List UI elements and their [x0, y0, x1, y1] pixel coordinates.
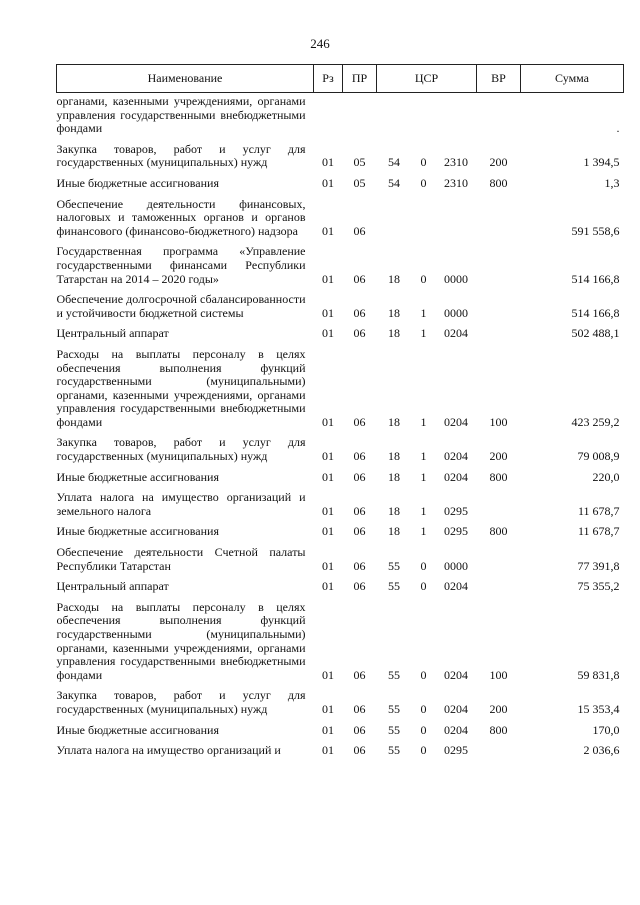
row-vr	[477, 198, 521, 239]
row-csr-subprogram	[412, 93, 436, 136]
table-row	[57, 491, 624, 518]
row-csr-program	[377, 198, 412, 239]
row-vr: 200	[489, 155, 508, 170]
row-csr-direction: 0204	[444, 579, 468, 594]
row-name: Иные бюджетные ассигнования	[56, 175, 219, 190]
table-row	[57, 198, 624, 239]
table-row	[57, 245, 624, 286]
row-csr-subprogram: 1	[420, 524, 427, 539]
row-pr: 06	[353, 558, 366, 573]
row-pr: 05	[353, 175, 366, 190]
row-rz: 01	[322, 271, 334, 286]
row-pr: 06	[353, 223, 366, 238]
table-row	[57, 93, 624, 136]
row-csr-direction: 0000	[444, 558, 468, 573]
row-rz: 01	[322, 524, 334, 539]
table-row	[57, 327, 624, 341]
header-name: Наименование	[57, 65, 314, 93]
row-csr-direction: 0204	[444, 326, 468, 341]
row-csr-direction: 0000	[444, 271, 468, 286]
row-pr: 06	[353, 326, 366, 341]
row-sum: 591 558,6	[571, 223, 620, 238]
row-pr: 06	[353, 449, 366, 464]
table-row	[57, 724, 624, 738]
row-name: Обеспечение деятельности финансовых, налоговых и таможенных органов и органов финансового (финансово-бюджетного) надзора	[56, 196, 306, 238]
row-vr: 200	[489, 449, 508, 464]
row-pr: 06	[353, 305, 366, 320]
table-row	[57, 143, 624, 170]
table-header-row	[57, 65, 624, 93]
row-sum: 75 355,2	[577, 579, 620, 594]
row-csr-subprogram: 1	[420, 305, 427, 320]
row-csr-program: 18	[388, 326, 400, 341]
row-sum: 59 831,8	[577, 667, 620, 682]
row-name: Иные бюджетные ассигнования	[56, 469, 219, 484]
row-vr: 100	[489, 667, 508, 682]
row-vr	[477, 744, 521, 758]
row-pr	[343, 93, 377, 136]
table-row	[57, 525, 624, 539]
header-csr: ЦСР	[377, 65, 477, 93]
row-sum: 220,0	[592, 469, 620, 484]
row-sum: 11 678,7	[577, 503, 620, 518]
row-vr: 200	[489, 701, 508, 716]
row-vr	[477, 327, 521, 341]
row-name: Уплата налога на имущество организаций и земельного налога	[56, 490, 306, 518]
row-rz: 01	[322, 223, 334, 238]
row-sum: 1,3	[604, 175, 620, 190]
row-csr-direction: 2310	[444, 155, 468, 170]
row-csr-direction: 0000	[444, 305, 468, 320]
row-csr-program: 18	[388, 503, 400, 518]
row-rz: 01	[322, 175, 334, 190]
row-vr: 800	[489, 524, 508, 539]
row-csr-subprogram: 1	[420, 469, 427, 484]
row-rz: 01	[322, 558, 334, 573]
row-sum: 514 166,8	[571, 271, 620, 286]
row-rz: 01	[322, 667, 334, 682]
table-body	[57, 93, 624, 758]
row-csr-subprogram: 0	[420, 722, 427, 737]
row-pr: 06	[353, 722, 366, 737]
table-row	[57, 293, 624, 320]
row-csr-program: 18	[388, 414, 400, 429]
row-name: Иные бюджетные ассигнования	[56, 524, 219, 539]
row-csr-direction: 0204	[444, 449, 468, 464]
row-vr	[477, 93, 521, 136]
row-csr-program: 54	[388, 175, 400, 190]
row-name: Обеспечение деятельности Счетной палаты Республики Татарстан	[56, 545, 306, 573]
row-sum: 77 391,8	[577, 558, 620, 573]
row-csr-subprogram: 1	[420, 503, 427, 518]
header-rz: Рз	[314, 65, 343, 93]
table-row	[57, 580, 624, 594]
row-name: Центральный аппарат	[56, 579, 169, 594]
row-vr: 100	[489, 414, 508, 429]
row-sum: 79 008,9	[577, 449, 620, 464]
table-row	[57, 601, 624, 683]
row-rz	[314, 93, 343, 136]
row-pr: 06	[353, 271, 366, 286]
row-rz: 01	[322, 701, 334, 716]
row-vr	[477, 580, 521, 594]
row-sum: 11 678,7	[577, 524, 620, 539]
row-name: Закупка товаров, работ и услуг для государственных (муниципальных) нужд	[56, 435, 306, 464]
row-csr-direction: 0204	[444, 667, 468, 682]
row-csr-program: 18	[388, 469, 400, 484]
row-csr-program: 18	[388, 524, 400, 539]
row-csr-subprogram: 0	[420, 271, 427, 286]
row-name: Центральный аппарат	[56, 326, 169, 341]
row-csr-program: 55	[388, 743, 400, 758]
row-sum: 170,0	[592, 722, 620, 737]
row-rz: 01	[322, 414, 334, 429]
row-pr: 06	[353, 701, 366, 716]
row-csr-direction: 0204	[444, 469, 468, 484]
row-csr-direction: 2310	[444, 175, 468, 190]
row-rz: 01	[322, 305, 334, 320]
row-sum: 502 488,1	[571, 326, 620, 341]
row-rz: 01	[322, 326, 334, 341]
row-vr	[477, 293, 521, 320]
row-name: Государственная программа «Управление государственными финансами Республики Татарстан на 2014 – 2020 годы»	[56, 244, 306, 286]
row-pr: 06	[353, 503, 366, 518]
row-rz: 01	[322, 503, 334, 518]
row-vr: 800	[489, 469, 508, 484]
row-csr-program: 55	[388, 558, 400, 573]
row-csr-direction: 0204	[444, 701, 468, 716]
row-name: Обеспечение долгосрочной сбалансированности и устойчивости бюджетной системы	[56, 292, 306, 320]
row-csr-subprogram: 1	[420, 326, 427, 341]
row-csr-program: 55	[388, 701, 400, 716]
row-pr: 06	[353, 579, 366, 594]
row-pr: 05	[353, 155, 366, 170]
row-csr-program: 18	[388, 449, 400, 464]
row-rz: 01	[322, 743, 334, 758]
row-csr-subprogram: 0	[420, 175, 427, 190]
row-rz: 01	[322, 579, 334, 594]
row-name: Иные бюджетные ассигнования	[56, 722, 219, 737]
row-rz: 01	[322, 469, 334, 484]
row-pr: 06	[353, 524, 366, 539]
row-csr-subprogram: 1	[420, 414, 427, 429]
row-csr-program	[377, 93, 412, 136]
row-vr	[477, 546, 521, 573]
row-sum: 1 394,5	[583, 155, 620, 170]
row-csr-program: 18	[388, 305, 400, 320]
row-rz: 01	[322, 155, 334, 170]
row-name: органами, казенными учреждениями, органами управления государственными внебюджетными фондами	[56, 94, 306, 136]
header-sum: Сумма	[521, 65, 624, 93]
row-csr-program: 55	[388, 667, 400, 682]
row-csr-program: 54	[388, 155, 400, 170]
table-row	[57, 689, 624, 716]
row-sum: .	[616, 121, 620, 136]
row-vr: 800	[489, 722, 508, 737]
row-csr-direction	[436, 93, 477, 136]
row-csr-subprogram	[412, 198, 436, 239]
row-pr: 06	[353, 469, 366, 484]
row-csr-subprogram: 0	[420, 667, 427, 682]
row-pr: 06	[353, 743, 366, 758]
row-csr-direction: 0295	[444, 743, 468, 758]
row-csr-subprogram: 1	[420, 449, 427, 464]
row-csr-subprogram: 0	[420, 579, 427, 594]
table-row	[57, 744, 624, 758]
row-vr	[477, 245, 521, 286]
header-pr: ПР	[343, 65, 377, 93]
row-csr-subprogram: 0	[420, 558, 427, 573]
row-rz: 01	[322, 449, 334, 464]
row-csr-direction: 0204	[444, 414, 468, 429]
row-pr: 06	[353, 667, 366, 682]
row-vr	[477, 491, 521, 518]
table-row	[57, 436, 624, 463]
row-sum: 15 353,4	[577, 701, 620, 716]
row-rz: 01	[322, 722, 334, 737]
table-row	[57, 546, 624, 573]
row-vr: 800	[489, 175, 508, 190]
row-sum: 2 036,6	[583, 743, 620, 758]
row-csr-direction	[436, 198, 477, 239]
budget-table	[56, 64, 624, 758]
row-sum: 514 166,8	[571, 305, 620, 320]
row-csr-subprogram: 0	[420, 743, 427, 758]
row-csr-direction: 0295	[444, 524, 468, 539]
row-csr-program: 55	[388, 579, 400, 594]
row-name: Закупка товаров, работ и услуг для государственных (муниципальных) нужд	[56, 688, 306, 716]
row-name: Расходы на выплаты персоналу в целях обеспечения выполнения функций государственными (муниципальными) органами, казенными учреждениями, органами управления государственными внебюджетными фондами	[56, 346, 306, 429]
header-vr: ВР	[477, 65, 521, 93]
row-csr-subprogram: 0	[420, 155, 427, 170]
row-name: Закупка товаров, работ и услуг для государственных (муниципальных) нужд	[56, 141, 306, 170]
row-csr-program: 55	[388, 722, 400, 737]
row-sum: 423 259,2	[571, 414, 620, 429]
row-csr-direction: 0204	[444, 722, 468, 737]
page-number: 246	[310, 36, 330, 51]
budget-table-container	[56, 64, 623, 758]
row-name: Расходы на выплаты персоналу в целях обеспечения выполнения функций государственными (муниципальными) органами, казенными учреждениями, органами управления государственными внебюджетными фондами	[56, 599, 306, 682]
row-csr-direction: 0295	[444, 503, 468, 518]
table-row	[57, 177, 624, 191]
table-row	[57, 471, 624, 485]
row-csr-program: 18	[388, 271, 400, 286]
row-csr-subprogram: 0	[420, 701, 427, 716]
row-pr: 06	[353, 414, 366, 429]
table-row	[57, 348, 624, 430]
row-name: Уплата налога на имущество организаций и	[56, 743, 281, 758]
